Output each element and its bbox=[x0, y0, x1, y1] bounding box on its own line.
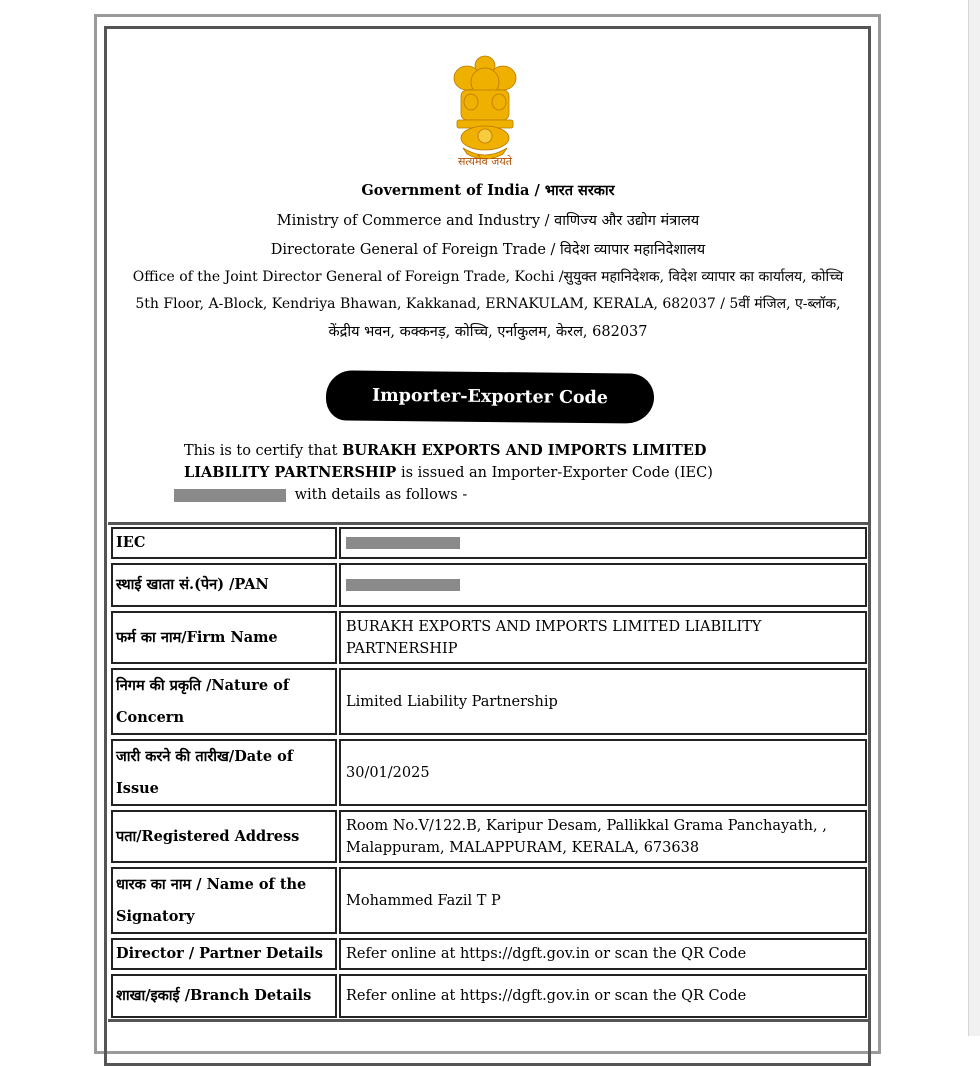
header-address-line2: केंद्रीय भवन, कक्कनड़, कोच्चि, एर्नाकुलम, केरल, 682037 bbox=[328, 324, 648, 340]
row-label: Director / Partner Details bbox=[111, 938, 337, 970]
redacted-block bbox=[174, 489, 286, 502]
partner-details-value: Refer online at https://dgft.gov.in or scan the QR Code bbox=[346, 946, 747, 962]
header-address-line1: 5th Floor, A-Block, Kendriya Bhawan, Kakkanad, ERNAKULAM, KERALA, 682037 / 5वीं मंजिल, ए-ब्लॉक, bbox=[135, 296, 841, 312]
certificate-statement bbox=[184, 440, 724, 506]
row-label: पता/Registered Address bbox=[111, 810, 337, 863]
row-value bbox=[339, 668, 867, 735]
row-label: धारक का नाम / Name of the Signatory bbox=[111, 867, 337, 934]
date-value: 30/01/2025 bbox=[346, 764, 430, 781]
cert-tail: with details as follows - bbox=[290, 487, 468, 503]
row-label: शाखा/इकाई /Branch Details bbox=[111, 974, 337, 1018]
national-emblem-icon bbox=[441, 52, 529, 170]
row-value bbox=[339, 867, 867, 934]
row-value bbox=[339, 611, 867, 664]
row-value bbox=[339, 938, 867, 970]
document-title: Importer-Exporter Code bbox=[326, 370, 655, 423]
row-value bbox=[339, 739, 867, 806]
header-directorate: Directorate General of Foreign Trade / विदेश व्यापार महानिदेशालय bbox=[270, 242, 706, 258]
row-label: फर्म का नाम/Firm Name bbox=[111, 611, 337, 664]
row-value bbox=[339, 974, 867, 1018]
branch-details-value: Refer online at https://dgft.gov.in or scan the QR Code bbox=[346, 988, 747, 1004]
cert-firm-name: BURAKH EXPORTS AND IMPORTS LIMITED LIABILITY PARTNERSHIP bbox=[184, 442, 707, 481]
row-value-pan bbox=[339, 563, 867, 607]
header-office: Office of the Joint Director General of Foreign Trade, Kochi /सुयुक्त महानिदेशक, विदेश व्यापार का कार्यालय, कोच्चि bbox=[132, 269, 844, 285]
nature-value: Limited Liability Partnership bbox=[346, 693, 558, 710]
redacted-block bbox=[346, 579, 460, 591]
scrollbar-track[interactable] bbox=[968, 0, 980, 1036]
row-label: निगम की प्रकृति /Nature of Concern bbox=[111, 668, 337, 735]
header-ministry: Ministry of Commerce and Industry / वाणिज्य और उद्योग मंत्रालय bbox=[276, 213, 700, 229]
header-government: Government of India / भारत सरकार bbox=[361, 182, 615, 199]
row-value bbox=[339, 810, 867, 863]
cert-intro: This is to certify that bbox=[184, 443, 343, 459]
row-label: जारी करने की तारीख/Date of Issue bbox=[111, 739, 337, 806]
cert-mid: is issued an Importer-Exporter Code (IEC) bbox=[396, 465, 713, 481]
emblem-motto: सत्यमेव जयते bbox=[457, 155, 513, 168]
signatory-value: Mohammed Fazil T P bbox=[346, 892, 501, 909]
row-value-iec bbox=[339, 527, 867, 559]
redacted-block bbox=[346, 537, 460, 549]
row-label: IEC bbox=[111, 527, 337, 559]
firm-name-value: BURAKH EXPORTS AND IMPORTS LIMITED LIABILITY PARTNERSHIP bbox=[346, 618, 762, 657]
row-label: स्थाई खाता सं.(पेन) /PAN bbox=[111, 563, 337, 607]
address-value: Room No.V/122.B, Karipur Desam, Pallikkal Grama Panchayath, , Malappuram, MALAPPURAM, KERALA, 673638 bbox=[346, 817, 827, 856]
